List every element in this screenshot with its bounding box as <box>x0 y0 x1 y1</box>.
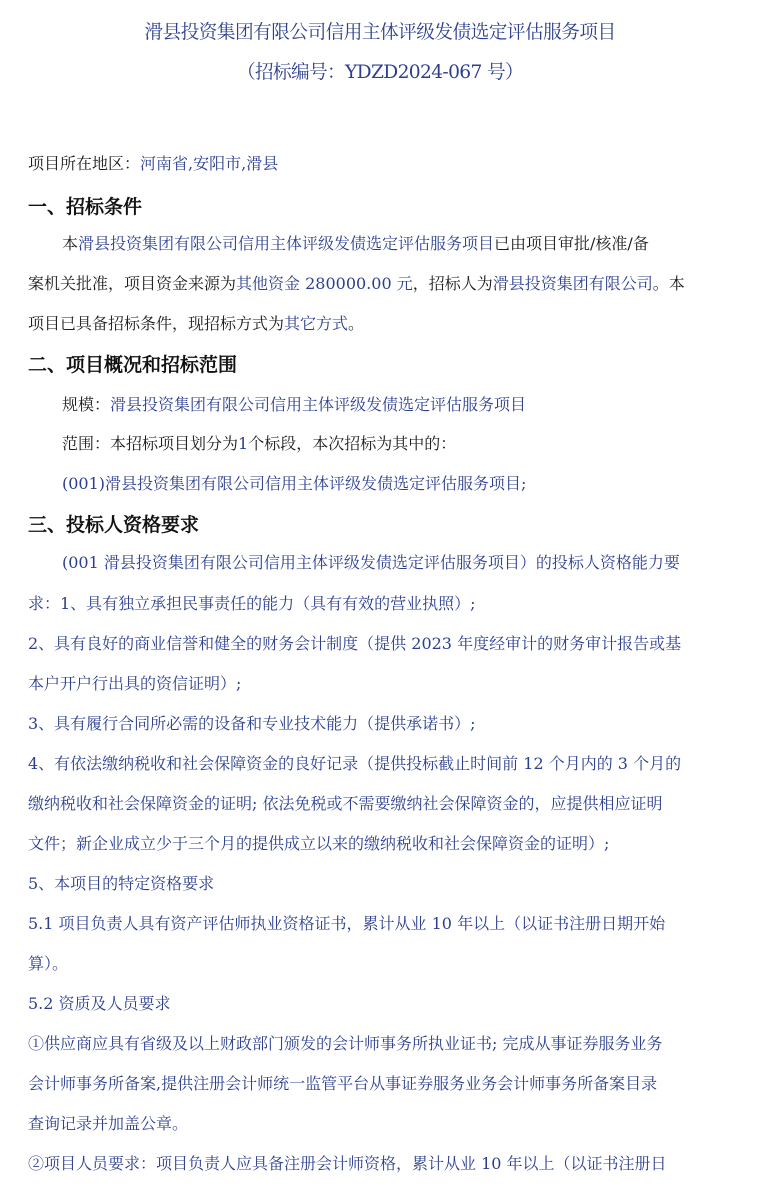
qual-line-8: 文件；新企业成立少于三个月的提供成立以来的缴纳税收和社会保障资金的证明）; <box>28 834 610 853</box>
scale-label: 规模： <box>62 395 111 414</box>
qual-line-3: 2、具有良好的商业信誉和健全的财务会计制度（提供 2023 年度经审计的财务审计报告或基 <box>28 634 682 653</box>
page-title: 滑县投资集团有限公司信用主体评级发债选定评估服务项目 <box>144 21 616 43</box>
qual-line-6: 4、有依法缴纳税收和社会保障资金的良好记录（提供投标截止时间前 12 个月内的 3 个月的 <box>28 754 682 773</box>
range-line <box>62 434 456 454</box>
qual-line-1: (001 滑县投资集团有限公司信用主体评级发债选定评估服务项目）的投标人资格能力要 <box>62 553 680 572</box>
qual-line-7: 缴纳税收和社会保障资金的证明; 依法免税或不需要缴纳社会保障资金的，应提供相应证明 <box>28 794 663 813</box>
qual-line-16: ②项目人员要求：项目负责人应具备注册会计师资格，累计从业 10 年以上（以证书注册日 <box>28 1154 667 1173</box>
section1-line-1 <box>62 234 649 254</box>
qual-line-13: ①供应商应具有省级及以上财政部门颁发的会计师事务所执业证书; 完成从事证券服务业务 <box>28 1034 663 1053</box>
section-heading-3: 三、投标人资格要求 <box>28 514 200 536</box>
scale-value: 滑县投资集团有限公司信用主体评级发债选定评估服务项目 <box>110 395 527 414</box>
bid-method: 其它方式 <box>284 314 349 333</box>
text-run: 案机关批准，项目资金来源为 <box>28 274 237 293</box>
qual-line-5: 3、具有履行合同所必需的设备和专业技术能力（提供承诺书）; <box>28 714 476 733</box>
text-run: 范围：本招标项目划分为 <box>62 434 239 453</box>
lot-count: 1 <box>238 434 249 453</box>
section-heading-2: 二、项目概况和招标范围 <box>28 354 238 376</box>
scale-line <box>62 395 526 415</box>
qual-line-10: 5.1 项目负责人具有资产评估师执业资格证书，累计从业 10 年以上（以证书注册日期开始 <box>28 914 666 933</box>
qual-line-11: 算）。 <box>28 954 69 973</box>
text-run: 已由项目审批/核准/备 <box>494 234 649 253</box>
qual-line-12: 5.2 资质及人员要求 <box>28 994 171 1013</box>
section1-line-3 <box>28 314 364 334</box>
qual-line-4: 本户开户行出具的资信证明）; <box>28 674 242 693</box>
qual-line-15: 查询记录并加盖公章。 <box>28 1114 189 1133</box>
region-value: 河南省,安阳市,滑县 <box>140 154 279 173</box>
text-run: 本 <box>62 234 79 253</box>
bid-number: （招标编号：YDZD2024-067 号） <box>236 61 524 83</box>
lot-line: (001)滑县投资集团有限公司信用主体评级发债选定评估服务项目; <box>62 474 527 493</box>
region-label: 项目所在地区： <box>28 154 141 173</box>
qual-line-2: 求：1、具有独立承担民事责任的能力（具有有效的营业执照）; <box>28 594 476 613</box>
project-name: 滑县投资集团有限公司信用主体评级发债选定评估服务项目 <box>78 234 495 253</box>
text-run: 个标段，本次招标为其中的： <box>248 434 457 453</box>
region-line <box>28 154 278 174</box>
fund-source: 其他资金 280000.00 元 <box>236 274 413 293</box>
text-run: 项目已具备招标条件，现招标方式为 <box>28 314 285 333</box>
text-run: ，招标人为 <box>412 274 493 293</box>
section-heading-1: 一、招标条件 <box>28 196 143 218</box>
section1-line-2 <box>28 274 685 294</box>
qual-line-9: 5、本项目的特定资格要求 <box>28 874 215 893</box>
tenderer-name: 滑县投资集团有限公司 <box>492 274 653 293</box>
qual-line-14: 会计师事务所备案,提供注册会计师统一监管平台从事证券服务业务会计师事务所备案目录 <box>28 1074 658 1093</box>
text-run: 。 <box>348 314 365 333</box>
text-run: 。本 <box>652 274 685 293</box>
